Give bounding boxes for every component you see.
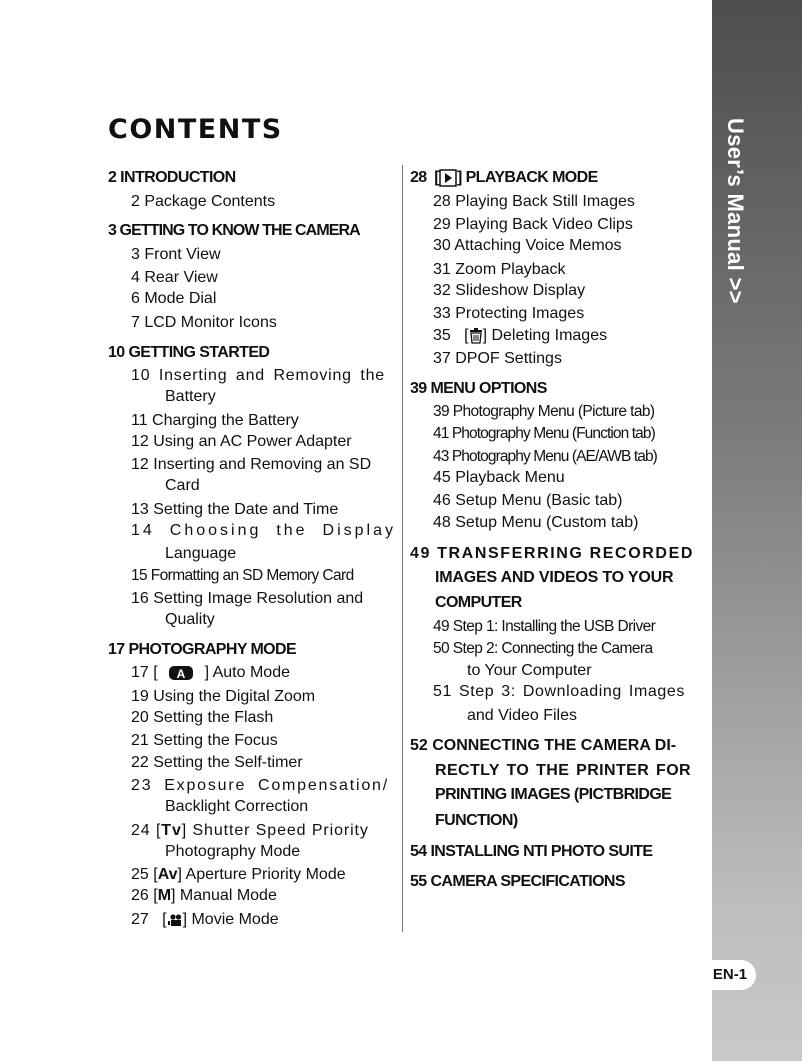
toc-item[interactable]: 13 Setting the Date and Time: [131, 501, 339, 518]
toc-item-cont[interactable]: Backlight Correction: [165, 798, 309, 815]
toc-item[interactable]: 45 Playback Menu: [433, 469, 565, 486]
toc-item[interactable]: 2 Package Contents: [131, 193, 276, 210]
svg-text:A: A: [176, 666, 186, 681]
toc-item[interactable]: 48 Setup Menu (Custom tab): [433, 514, 639, 531]
toc-heading[interactable]: 52 CONNECTING THE CAMERA DI-: [410, 737, 677, 754]
item-suffix: ] Aperture Priority Mode: [177, 866, 346, 883]
item-suffix: ] Shutter Speed Priority: [181, 822, 369, 839]
item-suffix: ] PLAYBACK MODE: [457, 169, 598, 187]
toc-item[interactable]: 50 Step 2: Connecting the Camera: [433, 640, 653, 657]
toc-heading[interactable]: [410, 169, 598, 187]
toc-heading[interactable]: 2 INTRODUCTION: [108, 169, 236, 186]
toc-item[interactable]: [131, 822, 369, 840]
item-prefix: 24 [: [131, 822, 162, 839]
toc-heading[interactable]: 17 PHOTOGRAPHY MODE: [108, 641, 297, 658]
mode-mark: Tv: [161, 822, 182, 839]
toc-item[interactable]: 12 Inserting and Removing an SD: [131, 456, 372, 473]
toc-item-cont[interactable]: Quality: [165, 611, 215, 628]
toc-item[interactable]: 3 Front View: [131, 246, 221, 263]
toc-item-cont[interactable]: and Video Files: [467, 707, 577, 724]
page-number: EN-1: [704, 960, 756, 990]
toc-item[interactable]: [131, 887, 277, 905]
toc-heading-cont[interactable]: RECTLY TO THE PRINTER FOR: [435, 762, 691, 779]
toc-item[interactable]: 15 Formatting an SD Memory Card: [131, 567, 354, 584]
toc-heading-cont[interactable]: PRINTING IMAGES (PICTBRIDGE: [435, 786, 672, 803]
page-title: CONTENTS: [108, 114, 283, 145]
toc-item[interactable]: 37 DPOF Settings: [433, 350, 562, 367]
toc-item-cont[interactable]: Photography Mode: [165, 843, 301, 860]
toc-item[interactable]: 46 Setup Menu (Basic tab): [433, 492, 623, 509]
toc-item[interactable]: 7 LCD Monitor Icons: [131, 314, 277, 331]
toc-item[interactable]: 20 Setting the Flash: [131, 709, 274, 726]
toc-item[interactable]: 49 Step 1: Installing the USB Driver: [433, 618, 656, 635]
toc-item[interactable]: 33 Protecting Images: [433, 305, 585, 322]
toc-item[interactable]: [131, 664, 290, 682]
toc-item-cont[interactable]: to Your Computer: [467, 662, 592, 679]
toc-heading[interactable]: 55 CAMERA SPECIFICATIONS: [410, 873, 625, 890]
toc-item[interactable]: 11 Charging the Battery: [131, 412, 299, 429]
toc-item[interactable]: 41 Photography Menu (Function tab): [433, 425, 655, 442]
toc-item[interactable]: 51 Step 3: Downloading Images: [433, 683, 685, 700]
toc-item[interactable]: 10 Inserting and Removing the: [131, 367, 385, 384]
toc-item[interactable]: 30 Attaching Voice Memos: [433, 237, 622, 254]
item-prefix: 28 [: [410, 169, 440, 187]
toc-item[interactable]: 21 Setting the Focus: [131, 732, 278, 749]
toc-item[interactable]: 39 Photography Menu (Picture tab): [433, 403, 655, 420]
toc-heading[interactable]: 3 GETTING TO KNOW THE CAMERA: [108, 222, 360, 239]
toc-item[interactable]: 14 Choosing the Display: [131, 522, 396, 539]
toc-heading[interactable]: 54 INSTALLING NTI PHOTO SUITE: [410, 843, 653, 860]
toc-item-cont[interactable]: Card: [165, 477, 200, 494]
item-suffix: ] Auto Mode: [204, 664, 290, 681]
column-divider: [402, 165, 403, 932]
toc-item[interactable]: 12 Using an AC Power Adapter: [131, 433, 352, 450]
item-suffix: ] Deleting Images: [482, 327, 608, 344]
mode-mark: Av: [157, 866, 178, 883]
toc-heading[interactable]: 39 MENU OPTIONS: [410, 380, 547, 397]
toc-item[interactable]: 22 Setting the Self-timer: [131, 754, 303, 771]
mode-mark: M: [157, 887, 172, 904]
side-label: User’s Manual >>: [723, 118, 748, 304]
toc-heading-cont[interactable]: COMPUTER: [435, 594, 522, 611]
toc-item[interactable]: [131, 911, 279, 929]
toc-item[interactable]: [433, 327, 607, 345]
toc-item[interactable]: 19 Using the Digital Zoom: [131, 688, 316, 705]
toc-item[interactable]: 16 Setting Image Resolution and: [131, 590, 364, 607]
trash-icon: [469, 328, 483, 344]
toc-item[interactable]: 23 Exposure Compensation/: [131, 777, 389, 794]
toc-item[interactable]: 43 Photography Menu (AE/AWB tab): [433, 448, 657, 465]
movie-camera-icon: [167, 913, 183, 927]
toc-item[interactable]: 32 Slideshow Display: [433, 282, 586, 299]
toc-item[interactable]: 28 Playing Back Still Images: [433, 193, 635, 210]
item-prefix: 27 [: [131, 911, 167, 928]
toc-heading[interactable]: 10 GETTING STARTED: [108, 344, 270, 361]
toc-heading[interactable]: 49 TRANSFERRING RECORDED: [410, 545, 694, 562]
item-suffix: ] Manual Mode: [171, 887, 277, 904]
toc-heading-cont[interactable]: IMAGES AND VIDEOS TO YOUR: [435, 569, 674, 586]
toc-item-cont[interactable]: Language: [165, 545, 237, 562]
item-suffix: ] Movie Mode: [182, 911, 279, 928]
item-prefix: 25 [: [131, 866, 158, 883]
toc-heading-cont[interactable]: FUNCTION): [435, 812, 518, 829]
toc-item[interactable]: 6 Mode Dial: [131, 290, 217, 307]
toc-item[interactable]: 29 Playing Back Video Clips: [433, 216, 633, 233]
toc-item[interactable]: 31 Zoom Playback: [433, 261, 566, 278]
toc-item[interactable]: 4 Rear View: [131, 269, 218, 286]
item-prefix: 26 [: [131, 887, 158, 904]
auto-mode-icon: [168, 665, 194, 681]
toc-item[interactable]: [131, 866, 346, 884]
play-icon: [439, 169, 457, 187]
item-prefix: 17 [: [131, 664, 158, 681]
item-prefix: 35 [: [433, 327, 469, 344]
toc-item-cont[interactable]: Battery: [165, 388, 216, 405]
